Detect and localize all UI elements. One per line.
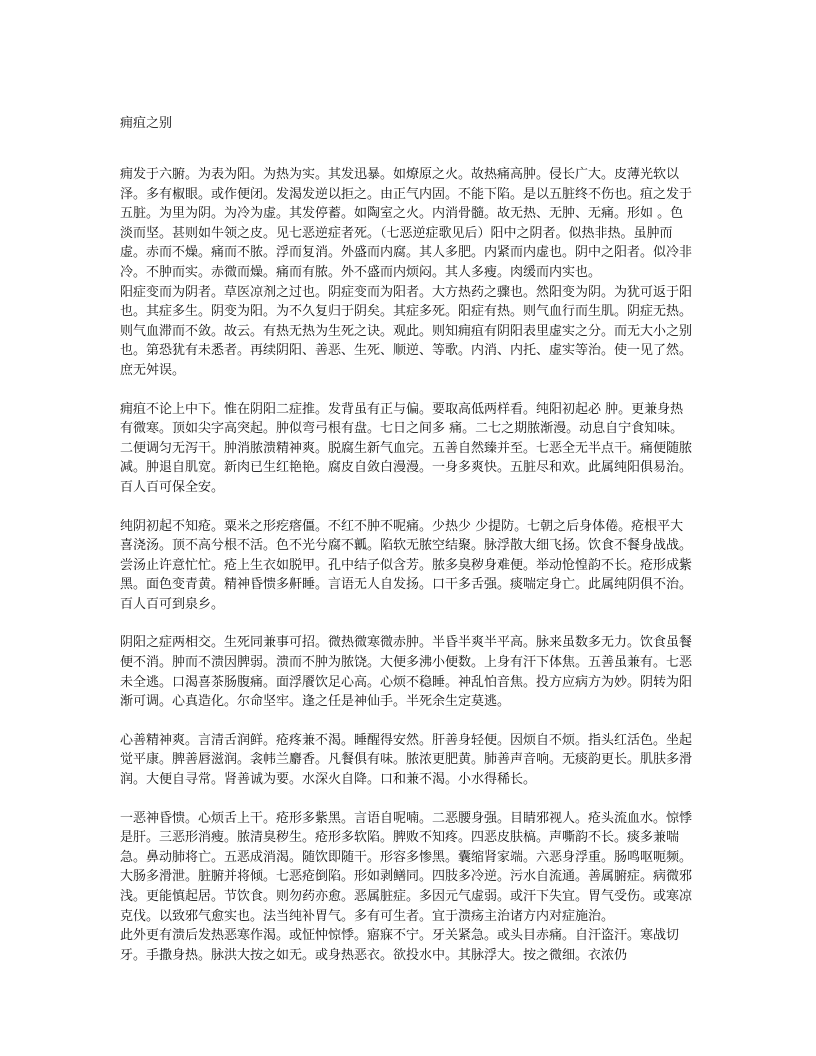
paragraph-pure-yang-song: 痈疽不论上中下。惟在阴阳二症推。发背虽有正与偏。要取高低两样看。纯阳初起必 肿。更兼身热有微寒。顶如尖字高突起。肿似弯弓根有盘。七日之间多 痛。二七之期脓渐漫。动息自宁食知味。二便调匀无泻干。肿消脓溃精神爽。脱腐生新气血完。五善自然臻并至。七恶全无半点干。痛便随脓减。肿退自肌宽。新肉已生红艳艳。腐皮自敛白漫漫。一身多爽快。五脏尽和欢。此属纯阳俱易治。百人百可保全安。: [120, 401, 693, 495]
paragraph-five-good-signs: 心善精神爽。言清舌润鲜。疮疼兼不渴。睡醒得安然。肝善身轻便。因烦自不烦。指头红活色。坐起觉平康。脾善唇滋润。衾帏兰麝香。凡餐俱有味。脓浓更肥黄。肺善声音响。无痰韵更长。肌肤多滑润。大便自寻常。肾善诚为要。水深火自降。口和兼不渴。小水得稀长。: [120, 732, 693, 788]
paragraph-yin-yang-transformation: 阳症变而为阴者。草医凉剂之过也。阴症变而为阳者。大方热药之骤也。然阳变为阴。为犹可返于阳也。其症多生。阴变为阳。为不久复归于阴矣。其症多死。阳症有热。则气血行而生肌。阴症无热。则气血滞而不敛。故云。有热无热为生死之诀。观此。则知痈疽有阴阳表里虚实之分。而无大小之别也。第恐犹有未悉者。再续阴阳、善恶、生死、顺逆、等歌。内消、内托、虚实等治。使一见了然。庶无舛误。: [120, 284, 693, 378]
paragraph-yong-ju-overview: 痈发于六腑。为表为阳。为热为实。其发迅暴。如燎原之火。故热痛高肿。侵长广大。皮薄光软以泽。多有椒眼。或作便闭。发渴发逆以拒之。由正气内固。不能下陷。是以五脏终不伤也。疽之发于五脏。为里为阴。为冷为虚。其发停蓄。如陶室之火。内消骨髓。故无热、无肿、无痛。形如 。色淡而坚。甚则如牛领之皮。见七恶逆症者死。（七恶逆症歌见后）阳中之阴者。似热非热。虽肿而虚。赤而不燥。痛而不脓。浮而复消。外盛而内腐。其人多肥。内紧而内虚也。阴中之阳者。似冷非冷。不肿而实。赤微而燥。痛而有脓。外不盛而内烦闷。其人多瘦。肉缓而内实也。: [120, 167, 693, 280]
paragraph-pure-yin-song: 纯阴初起不知疮。粟米之形疙瘩僵。不红不肿不呢痛。少热少 少提防。七朝之后身体倦。疮根平大喜浇汤。顶不高兮根不活。色不光兮腐不瓤。陷软无脓空结聚。脉浮散大细飞扬。饮食不餐身战战。尝汤止许意忙忙。疮上生衣如脱甲。孔中结子似含芳。脓多臭秽身难便。举动怆惶韵不长。疮形成紫黑。面色变青黄。精神昏愦多鼾睡。言语无人自发扬。口干多舌强。痰喘定身亡。此属纯阴俱不治。百人百可到泉乡。: [120, 518, 693, 612]
document-title: 痈疽之别: [120, 116, 173, 131]
paragraph-mixed-yin-yang-song: 阴阳之症两相交。生死同兼事可招。微热微寒微赤肿。半昏半爽半平高。脉来虽数多无力。饮食虽餐便不消。肿而不溃因脾弱。溃而不肿为脓饶。大便多沸小便数。上身有汗下体焦。五善虽兼有。七恶未全逃。口渴喜茶肠腹痛。面浮餍饮足心高。心烦不稳睡。神乱怕音焦。投方应病方为妙。阴转为阳渐可调。心真造化。尔命坚牢。逢之任是神仙手。半死余生定莫逃。: [120, 635, 693, 710]
paragraph-seven-bad-signs: 一恶神昏愦。心烦舌上干。疮形多紫黑。言语自呢喃。二恶腰身强。目睛邪视人。疮头流血水。惊悸是肝。三恶形消瘦。脓清臭秽生。疮形多软陷。脾败不知疼。四恶皮肤槁。声嘶韵不长。痰多兼喘急。鼻动肺将亡。五恶成消渴。随饮即随干。形容多惨黑。囊缩肾家端。六恶身浮重。肠鸣呕呃频。大肠多滑泄。脏腑并将倾。七恶疮倒陷。形如剥鳝同。四肢多冷逆。污水自流通。善属腑症。病微邪浅。更能慎起居。节饮食。则勿药亦愈。恶属脏症。多因元气虚弱。或汗下失宜。胃气受伤。或寒凉克伐。以致邪气愈实也。法当纯补胃气。多有可生者。宜于溃疡主治诸方内对症施治。: [120, 810, 693, 924]
paragraph-post-ulceration-fever: 此外更有溃后发热恶寒作渴。或怔忡惊悸。寤寐不宁。牙关紧急。或头目赤痛。自汗盗汗。寒战切牙。手撒身热。脉洪大按之如无。或身热恶衣。欲投水中。其脉浮大。按之微细。衣浓仍: [120, 928, 680, 963]
document-body: [120, 165, 696, 965]
